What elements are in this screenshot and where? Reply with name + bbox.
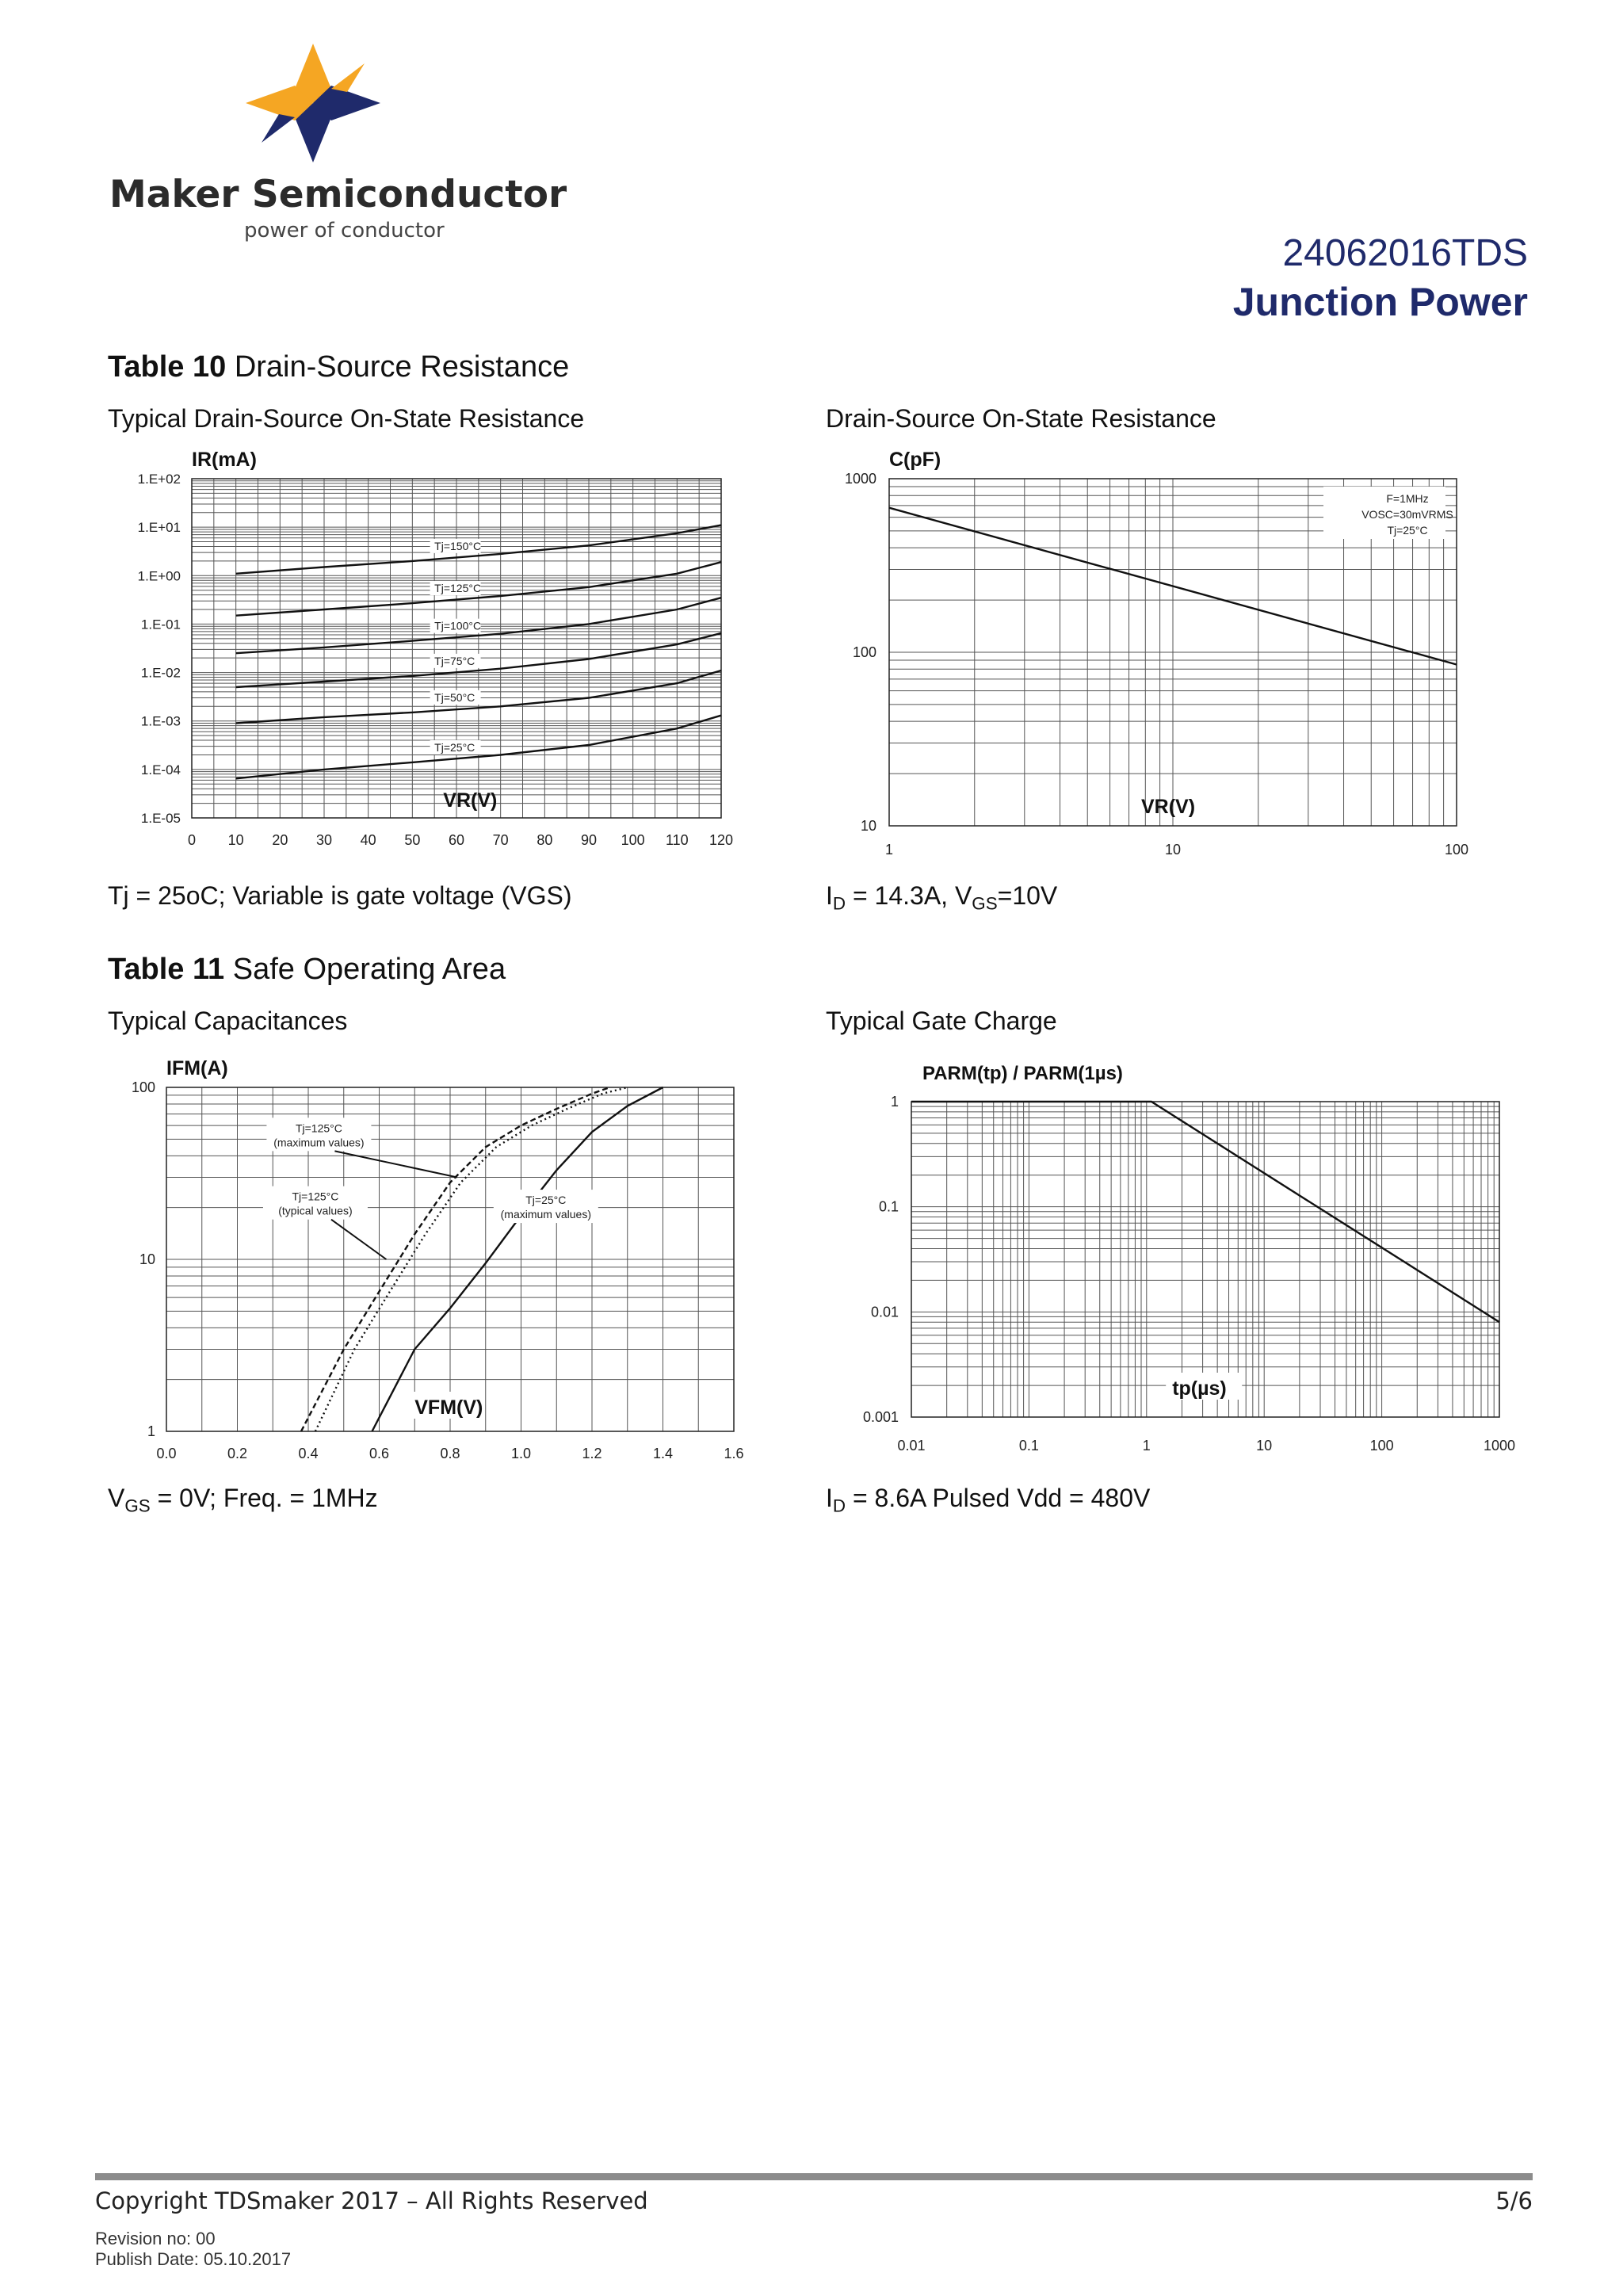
y-tick-label: 1000	[844, 471, 876, 487]
y-tick-label: 0.01	[870, 1304, 899, 1320]
figure-note: $I_D = 8.6A$ Pulsed Vdd = 480V	[826, 1484, 1151, 1516]
figure-note: $I_D = 14.3A$, $V_{GS}=10V$	[826, 881, 1058, 914]
figure-title: Drain-Source On-State Resistance	[826, 404, 1216, 433]
x-tick-label: 80	[537, 832, 553, 848]
x-tick-label: 0.0	[156, 1446, 177, 1461]
series-label: Tj=150°C	[434, 539, 482, 552]
annotation-text: Tj=25°C	[525, 1194, 567, 1207]
y-tick-label: 1.E-03	[140, 713, 181, 729]
x-tick-label: 0.1	[1018, 1438, 1039, 1454]
y-tick-label: 0.1	[878, 1198, 899, 1215]
x-tick-label: 0	[187, 832, 197, 848]
x-tick-label: 0.2	[227, 1446, 248, 1461]
document-code: 24062016TDS	[1282, 232, 1528, 274]
section-title-table-10	[108, 350, 569, 384]
publish-date: Publish Date: 05.10.2017	[95, 2249, 292, 2269]
x-axis-label: VR(V)	[443, 789, 498, 812]
plot-area	[911, 1102, 1499, 1417]
x-tick-label: 1.4	[652, 1446, 674, 1461]
legend-entry: VOSC=30mVRMS	[1361, 508, 1453, 521]
y-tick-label: 100	[131, 1079, 155, 1095]
x-tick-label: 1	[884, 842, 894, 856]
chart-capacitance-svg	[824, 441, 1490, 856]
x-tick-label: 1.0	[510, 1446, 532, 1461]
series-label: Tj=125°C	[434, 582, 482, 595]
y-axis-label: IR(mA)	[192, 449, 257, 471]
y-tick-label: 1.E-04	[140, 762, 181, 777]
y-tick-label: 10	[860, 818, 876, 834]
x-tick-label: 90	[580, 832, 598, 848]
figure-title: Typical Drain-Source On-State Resistance	[108, 404, 585, 433]
y-tick-label: 1.E-05	[140, 811, 181, 826]
revision-text: Revision no: 00	[95, 2229, 216, 2248]
section-title-table-11	[108, 953, 506, 987]
chart-forward-voltage	[119, 1048, 745, 1468]
section-number: Table 11	[108, 953, 225, 986]
y-tick-label: 1	[147, 1423, 155, 1439]
x-tick-label: 0.4	[298, 1446, 319, 1461]
annotation-text: Tj=125°C	[292, 1190, 339, 1203]
series-label: Tj=50°C	[434, 690, 475, 704]
x-tick-label: 1000	[1483, 1438, 1516, 1454]
y-tick-label: 1.E+02	[137, 472, 181, 487]
y-tick-label: 1	[890, 1094, 899, 1110]
y-axis-label: C(pF)	[889, 449, 941, 471]
x-tick-label: 20	[272, 832, 288, 848]
y-tick-label: 1.E-01	[140, 617, 181, 632]
x-tick-label: 10	[1164, 842, 1182, 856]
x-tick-label: 10	[227, 832, 244, 848]
figure-title: Typical Gate Charge	[826, 1007, 1057, 1035]
y-tick-label: 1.E-02	[140, 665, 181, 681]
x-tick-label: 50	[404, 832, 421, 848]
chart-reverse-current-svg	[119, 441, 745, 856]
x-tick-label: 40	[360, 832, 376, 848]
legend-entry: F=1MHz	[1386, 492, 1429, 505]
maker-logo-icon	[238, 40, 388, 166]
x-tick-label: 0.01	[897, 1438, 926, 1454]
chart-reverse-current	[119, 441, 745, 856]
series-label: Tj=25°C	[434, 740, 475, 754]
annotation-text: Tj=125°C	[295, 1121, 342, 1135]
x-tick-label: 10	[1256, 1438, 1273, 1454]
x-tick-label: 100	[1444, 842, 1469, 856]
document-title: Junction Power	[1232, 280, 1528, 324]
x-tick-label: 60	[448, 832, 465, 848]
x-tick-label: 100	[621, 832, 645, 848]
section-number: Table 10	[108, 350, 227, 384]
y-tick-label: 0.001	[862, 1409, 899, 1425]
y-tick-label: 100	[852, 644, 876, 660]
chart-surge-power	[824, 1045, 1522, 1468]
x-axis-label: VFM(V)	[414, 1396, 483, 1419]
annotation-text: (typical values)	[278, 1204, 353, 1217]
annotation-arrow	[334, 1151, 457, 1177]
y-tick-label: 10	[139, 1251, 155, 1267]
chart-surge-power-svg	[824, 1045, 1522, 1468]
x-tick-label: 110	[665, 832, 689, 848]
chart-forward-voltage-svg	[119, 1048, 745, 1468]
y-axis-label: IFM(A)	[166, 1057, 228, 1079]
x-tick-label: 30	[315, 832, 333, 848]
logo-mark	[238, 40, 388, 166]
figure-title: Typical Capacitances	[108, 1007, 348, 1035]
x-tick-label: 1.2	[582, 1446, 602, 1461]
figure-note: $V_{GS} = 0V$; Freq. = 1MHz	[108, 1484, 378, 1516]
page-number: 5/6	[1495, 2187, 1533, 2214]
annotation-arrow	[331, 1220, 387, 1259]
section-name: Safe Operating Area	[232, 953, 506, 986]
series-label: Tj=100°C	[434, 619, 482, 632]
x-tick-label: 0.8	[440, 1446, 460, 1461]
annotation-text: (maximum values)	[273, 1136, 365, 1149]
brand-name: Maker Semiconductor	[109, 173, 567, 216]
x-tick-label: 1	[1142, 1438, 1151, 1454]
x-axis-label: VR(V)	[1141, 796, 1196, 818]
x-tick-label: 100	[1369, 1438, 1394, 1454]
y-tick-label: 1.E+00	[137, 568, 181, 584]
x-axis-label: tp(µs)	[1172, 1377, 1227, 1400]
chart-capacitance	[824, 441, 1490, 856]
series-label: Tj=75°C	[434, 654, 475, 667]
footer-divider	[95, 2173, 1533, 2180]
y-tick-label: 1.E+01	[137, 520, 181, 536]
figure-note: Tj = 25oC; Variable is gate voltage (VGS)	[108, 881, 572, 910]
brand-tagline: power of conductor	[244, 219, 445, 243]
legend-entry: Tj=25°C	[1387, 524, 1428, 537]
x-tick-label: 1.6	[724, 1446, 744, 1461]
copyright-text: Copyright TDSmaker 2017 – All Rights Reserved	[95, 2187, 648, 2214]
x-tick-label: 0.6	[369, 1446, 390, 1461]
annotation-text: (maximum values)	[500, 1208, 592, 1221]
x-tick-label: 70	[492, 832, 509, 848]
y-axis-label: PARM(tp) / PARM(1µs)	[922, 1063, 1123, 1084]
x-tick-label: 120	[708, 832, 734, 848]
section-name: Drain-Source Resistance	[234, 350, 570, 384]
